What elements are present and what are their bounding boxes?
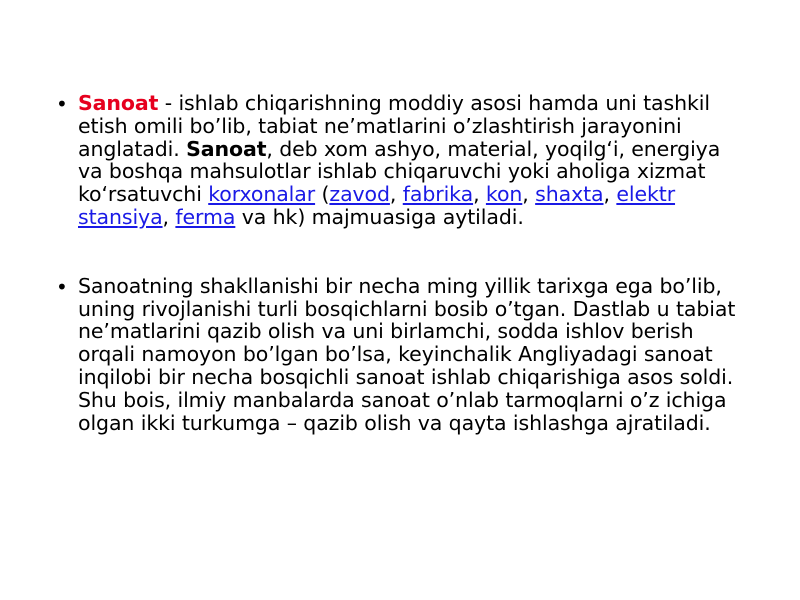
bullet-item-definition <box>56 92 746 229</box>
paragraph-text: - ishlab chiqarishning moddiy asosi hamda uni tashkil etish omili bo’lib, tabiat ne’matlarini o’zlashtirish jarayonini anglatadi. <box>78 91 710 161</box>
bullet-marker: • <box>56 92 68 116</box>
bullet-marker: • <box>56 274 68 299</box>
separator: , <box>522 182 536 207</box>
bullet-list <box>56 92 746 434</box>
separator: , <box>473 182 486 207</box>
separator: , <box>162 204 176 229</box>
separator: , <box>603 182 617 207</box>
paragraph-text: va hk) majmuasiga aytiladi. <box>235 204 524 229</box>
link-zavod[interactable]: zavod <box>329 182 390 207</box>
bullet-item-history <box>56 275 746 435</box>
link-fabrika[interactable]: fabrika <box>402 182 474 207</box>
link-elektr-stansiya[interactable]: elektr stansiya <box>78 182 676 229</box>
paragraph-text: Sanoatning shakllanishi bir necha ming yillik tarixga ega bo’lib, uning rivojlanishi turli bosqichlarni bosib o’tgan. Dastlab u tabiat ne’matlarini qazib olish va uni birlamchi, sodda ishlov berish orqali namoyon bo’lgan bo’lsa, keyinchalik Angliyadagi sanoat inqilobi bir necha bosqichli sanoat ishlab chiqarishiga asos soldi. Shu bois, ilmiy manbalarda sanoat o’nlab tarmoqlarni o’z ichiga olgan ikki turkumga – qazib olish va qayta ishlashga ajratiladi. <box>78 273 736 435</box>
paragraph-text: , deb xom ashyo, material, yoqilg‘i, energiya va boshqa mahsulotlar ishlab chiqaruvchi yoki aholiga xizmat ko‘rsatuvchi <box>78 136 721 207</box>
link-kon[interactable]: kon <box>485 182 523 207</box>
term-sanoat-bold: Sanoat <box>186 136 267 161</box>
term-sanoat-highlight: Sanoat <box>78 91 159 115</box>
link-shaxta[interactable]: shaxta <box>535 182 604 207</box>
link-ferma[interactable]: ferma <box>175 204 236 229</box>
separator: , <box>389 182 403 207</box>
paragraph-text: ( <box>315 182 330 207</box>
link-korxonalar[interactable]: korxonalar <box>208 182 316 207</box>
